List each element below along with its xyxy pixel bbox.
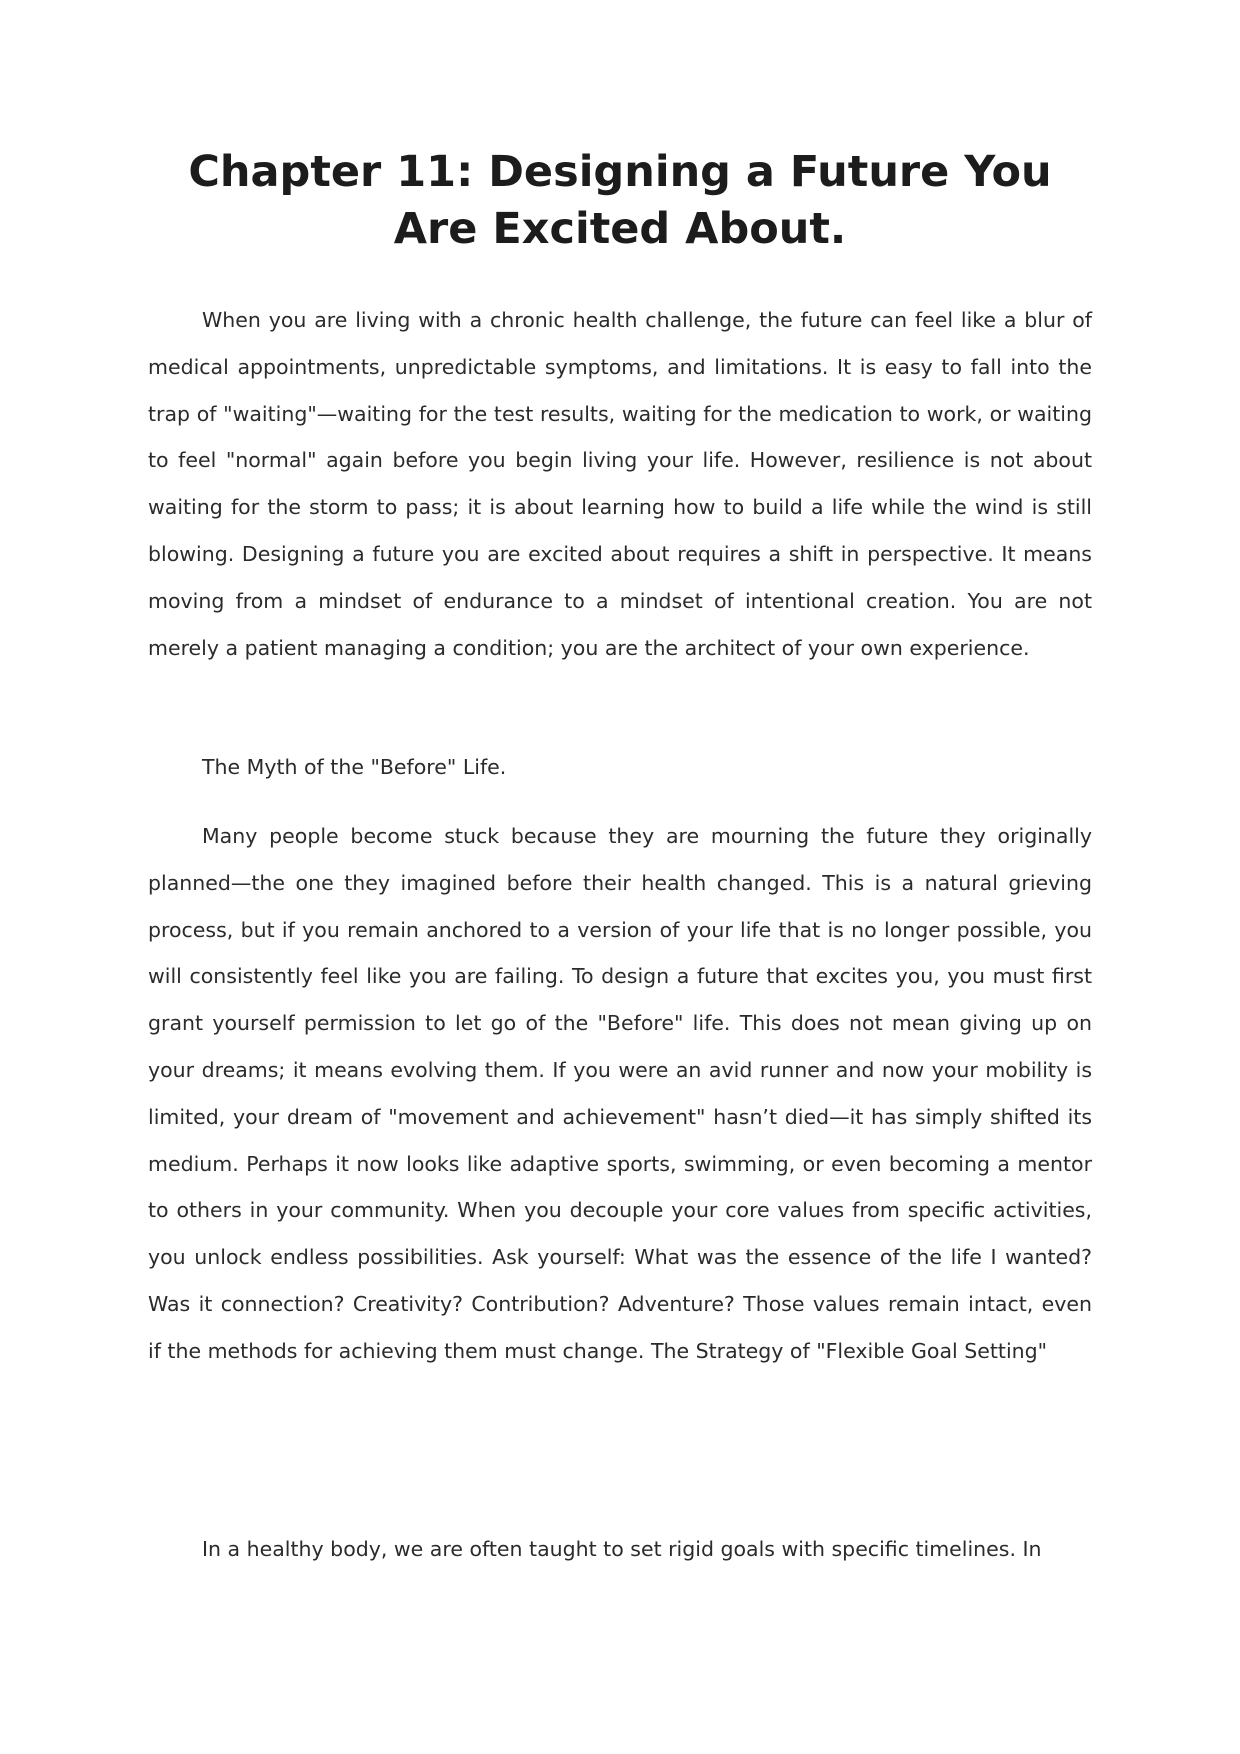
paragraph-myth: Many people become stuck because they are mourning the future they originally planned—the one they imagined before their health changed. This is a natural grieving process, but if you remain anchored to a version of your life that is no longer possible, you will consistently feel like you are failing. To design a future that excites you, you must first grant yourself permission to let go of the "Before" life. This does not mean giving up on your dreams; it means evolving them. If you were an avid runner and now your mobility is limited, your dream of "movement and achievement" hasn’t died—it has simply shifted its medium. Perhaps it now looks like adaptive sports, swimming, or even becoming a mentor to others in your community. When you decouple your core values from specific activities, you unlock endless possibilities. Ask yourself: What was the essence of the life I wanted? Was it connection? Creativity? Contribution? Adventure? Those values remain intact, even if the methods for achieving them must change. The Strategy of "Flexible Goal Setting" [148, 824, 1092, 1363]
chapter-title: Chapter 11: Designing a Future You Are Excited About. [188, 147, 1052, 254]
section-heading-myth: The Myth of the "Before" Life. [202, 755, 507, 779]
paragraph-intro: When you are living with a chronic health challenge, the future can feel like a blur of medical appointments, unpredictable symptoms, and limitations. It is easy to fall into the trap of "waiting"—waiting for the test results, waiting for the medication to work, or waiting to feel "normal" again before you begin living your life. However, resilience is not about waiting for the storm to pass; it is about learning how to build a life while the wind is still blowing. Designing a future you are excited about requires a shift in perspective. It means moving from a mindset of endurance to a mindset of intentional creation. You are not merely a patient managing a condition; you are the architect of your own experience. [148, 308, 1092, 660]
paragraph-goal-setting: In a healthy body, we are often taught to set rigid goals with specific timelines. In [202, 1537, 1042, 1561]
